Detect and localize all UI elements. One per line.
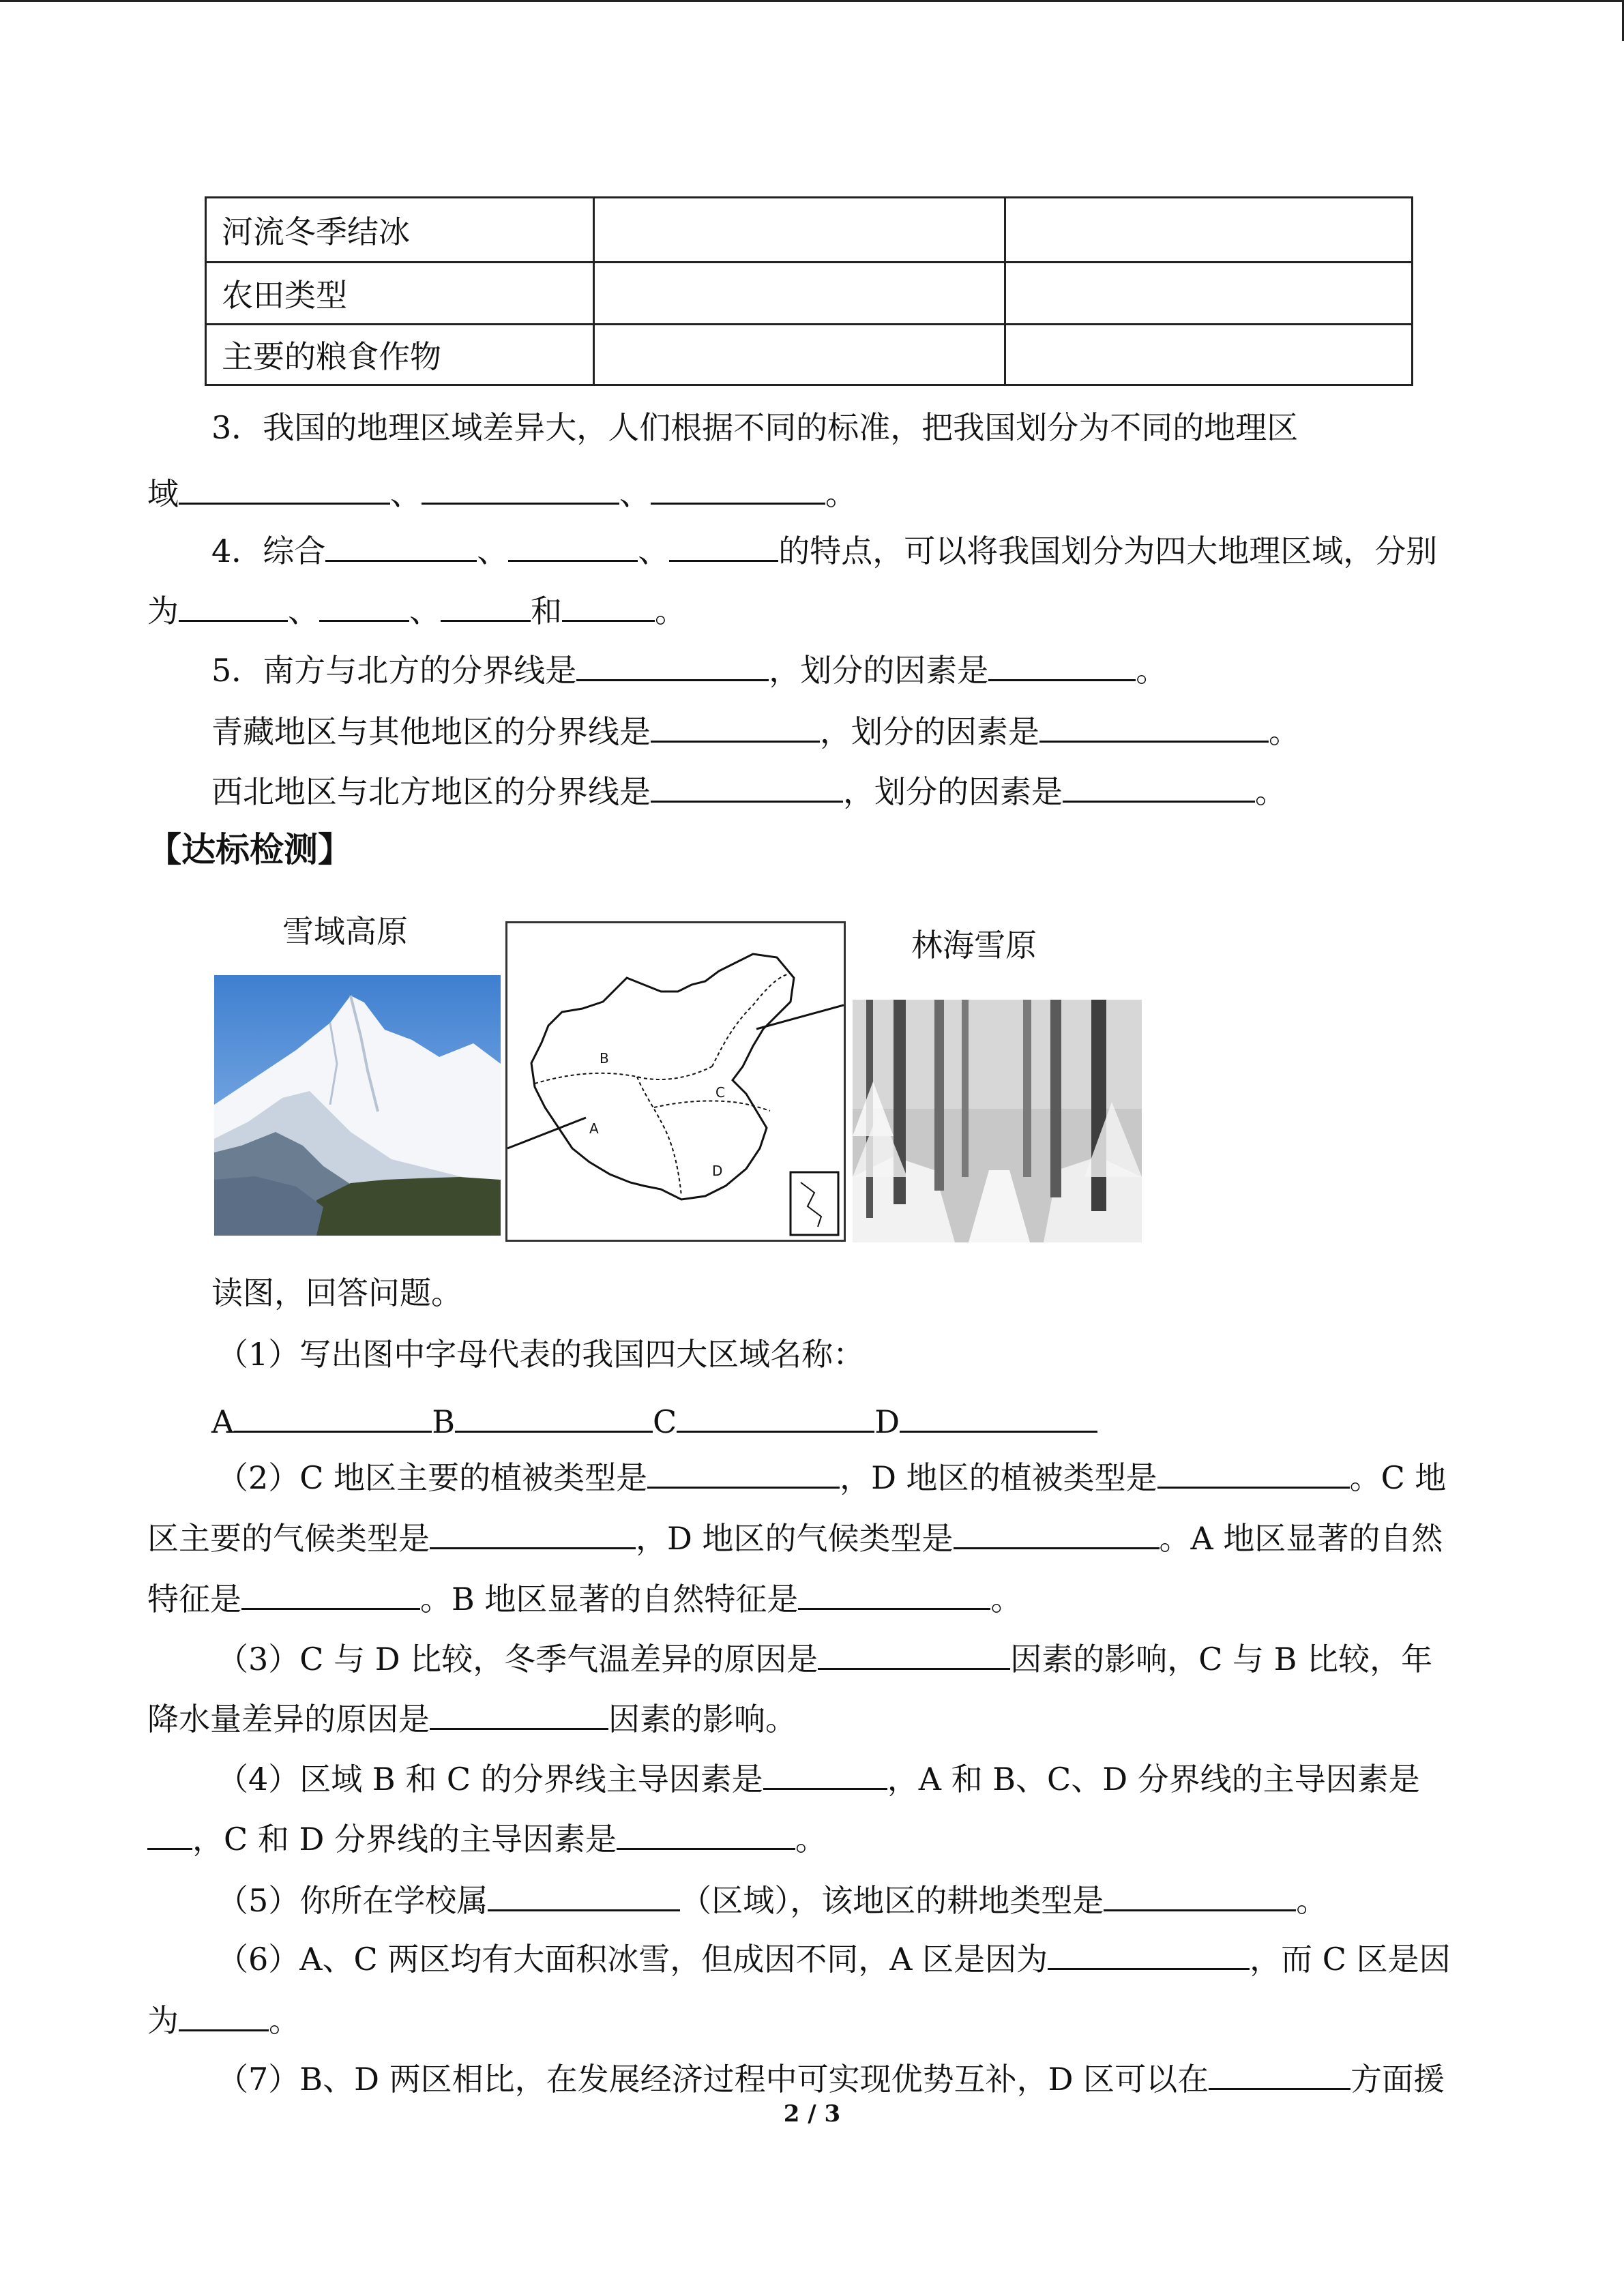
caption-forest-snowfield: 林海雪原	[911, 927, 1037, 964]
qq3-text: 因素的影响。	[608, 1701, 797, 1738]
qq1-answers	[211, 1397, 1097, 1442]
separator: 、	[409, 593, 441, 629]
qq7-text: （7）B、D 两区相比，在发展经济过程中可实现优势互补，D 区可以在	[217, 2061, 1209, 2098]
qq3-text: 降水量差异的原因是	[147, 1701, 430, 1738]
qq6-text: （6）A、C 两区均有大面积冰雪，但成因不同，A 区是因为	[217, 1941, 1048, 1978]
table-cell-blank[interactable]	[594, 263, 1005, 325]
qq3-line-2	[147, 1694, 797, 1740]
qq1-text: （1）写出图中字母代表的我国四大区域名称：	[217, 1336, 865, 1373]
letter-b: B	[432, 1403, 456, 1440]
table-row	[206, 325, 1413, 385]
answer-blank[interactable]	[988, 645, 1136, 681]
snow-mountain-photo	[214, 975, 501, 1236]
answer-blank[interactable]	[179, 468, 390, 505]
table-row-label: 农田类型	[206, 263, 594, 325]
answer-blank[interactable]	[430, 1694, 608, 1730]
intro-line	[211, 1272, 462, 1313]
table-cell-blank[interactable]	[1005, 325, 1413, 385]
china-regions-map	[505, 921, 846, 1242]
table-cell-blank[interactable]	[594, 198, 1005, 263]
q5-line-2	[211, 706, 1300, 752]
answer-blank[interactable]	[1104, 1875, 1296, 1911]
answer-blank[interactable]	[954, 1513, 1160, 1549]
answer-blank[interactable]	[1157, 1452, 1350, 1489]
qq2-text: ，D 地区的植被类型是	[840, 1459, 1157, 1496]
answer-blank[interactable]	[241, 1574, 420, 1610]
answer-blank[interactable]	[1063, 766, 1255, 803]
qq5-line	[217, 1875, 1327, 1921]
qq2-text: 。C 地	[1349, 1459, 1447, 1496]
q4-line-2	[147, 586, 686, 631]
answer-blank[interactable]	[234, 1397, 432, 1433]
qq5-text: （5）你所在学校属	[217, 1882, 488, 1919]
q4-text: 和	[531, 593, 562, 629]
q3-text: 域	[147, 475, 179, 512]
q5-text: 青藏地区与其他地区的分界线是	[211, 713, 651, 750]
page-top-border	[0, 0, 1624, 2]
q5-text: ，划分的因素是	[769, 652, 989, 689]
map-label-a: A	[589, 1120, 599, 1137]
q5-line-1	[211, 645, 1167, 691]
q3-text: 3．我国的地理区域差异大，人们根据不同的标准，把我国划分为不同的地理区	[211, 409, 1299, 446]
answer-blank[interactable]	[763, 1754, 887, 1790]
answer-blank[interactable]	[647, 1452, 840, 1489]
qq2-line-3	[147, 1574, 1022, 1620]
punctuation: 。	[1255, 773, 1286, 810]
answer-blank[interactable]	[1039, 706, 1269, 743]
separator: 、	[288, 593, 319, 629]
qq2-text: 。B 地区显著的自然特征是	[420, 1581, 799, 1617]
answer-blank[interactable]	[798, 1574, 990, 1610]
qq6-text: 为	[147, 2002, 179, 2039]
answer-blank[interactable]	[488, 1875, 680, 1911]
qq7-line	[217, 2054, 1445, 2100]
q4-text: 的特点，可以将我国划分为四大地理区域，分别	[778, 533, 1438, 569]
answer-blank[interactable]	[562, 586, 655, 622]
answer-blank[interactable]	[669, 526, 778, 562]
letter-c: C	[653, 1403, 677, 1440]
qq3-text: （3）C 与 D 比较，冬季气温差异的原因是	[217, 1641, 818, 1678]
q4-text: 为	[147, 593, 179, 629]
answer-blank[interactable]	[179, 1995, 269, 2031]
qq2-text: ，D 地区的气候类型是	[636, 1520, 954, 1557]
answer-blank[interactable]	[1048, 1934, 1250, 1970]
answer-blank[interactable]	[455, 1397, 653, 1433]
q5-text: ，划分的因素是	[820, 713, 1039, 750]
qq2-line-1	[217, 1452, 1446, 1498]
table-row-label: 主要的粮食作物	[206, 325, 594, 385]
answer-blank[interactable]	[576, 645, 769, 681]
qq4-text: （4）区域 B 和 C 的分界线主导因素是	[217, 1761, 763, 1798]
q5-text: 5．南方与北方的分界线是	[211, 652, 577, 689]
qq1-line	[217, 1334, 864, 1375]
map-label-d: D	[712, 1163, 723, 1179]
q5-line-3	[211, 766, 1286, 812]
qq5-text: （区域），该地区的耕地类型是	[680, 1882, 1104, 1919]
qq6-line-2	[147, 1995, 300, 2041]
letter-a: A	[211, 1403, 235, 1440]
answer-blank[interactable]	[651, 766, 843, 803]
punctuation: 。	[795, 1821, 827, 1858]
qq4-text: ，C 和 D 分界线的主导因素是	[192, 1821, 617, 1858]
separator: 、	[477, 533, 509, 569]
qq4-line-2	[147, 1814, 827, 1860]
table-row-label: 河流冬季结冰	[206, 198, 594, 263]
snow-forest-image	[853, 1000, 1142, 1242]
q5-text: ，划分的因素是	[843, 773, 1063, 810]
qq6-line-1	[217, 1934, 1451, 1980]
letter-d: D	[874, 1403, 900, 1440]
answer-blank[interactable]	[651, 706, 820, 743]
answer-blank[interactable]	[179, 586, 288, 622]
separator: 、	[619, 475, 651, 512]
qq3-line-1	[217, 1634, 1432, 1680]
answer-blank[interactable]	[147, 1814, 192, 1850]
punctuation: 。	[1296, 1882, 1328, 1919]
answer-blank[interactable]	[677, 1397, 874, 1433]
intro-text: 读图，回答问题。	[211, 1274, 462, 1311]
punctuation: 。	[1136, 652, 1168, 689]
table-cell-blank[interactable]	[1005, 263, 1413, 325]
answer-blank[interactable]	[422, 468, 619, 505]
answer-blank[interactable]	[319, 586, 409, 622]
q4-line-1	[211, 526, 1437, 571]
snow-forest-photo	[853, 1000, 1142, 1242]
qq2-text: （2）C 地区主要的植被类型是	[217, 1459, 648, 1496]
q4-text: 4．综合	[211, 533, 326, 569]
qq2-text: 区主要的气候类型是	[147, 1520, 430, 1557]
qq2-text: 特征是	[147, 1581, 241, 1617]
qq6-text: ，而 C 区是因	[1250, 1941, 1451, 1978]
q3-line-1	[211, 407, 1298, 448]
qq2-line-2	[147, 1513, 1443, 1559]
qq4-line-1	[217, 1754, 1420, 1800]
answer-blank[interactable]	[818, 1634, 1010, 1670]
answer-blank[interactable]	[1209, 2054, 1350, 2090]
table-cell-blank[interactable]	[1005, 198, 1413, 263]
caption-snow-plateau: 雪域高原	[282, 913, 408, 950]
section-heading: 【达标检测】	[147, 830, 352, 869]
table-row	[206, 263, 1413, 325]
map-label-c: C	[715, 1084, 725, 1101]
answer-blank[interactable]	[325, 526, 477, 562]
snow-mountain-image	[214, 975, 501, 1236]
qq3-text: 因素的影响，C 与 B 比较，年	[1010, 1641, 1433, 1678]
q5-text: 西北地区与北方地区的分界线是	[211, 773, 651, 810]
q3-line-2	[147, 468, 857, 514]
punctuation: 。	[825, 475, 857, 512]
page-number: 2 / 3	[783, 2100, 841, 2128]
qq2-text: 。A 地区显著的自然	[1159, 1520, 1443, 1557]
table-cell-blank[interactable]	[594, 325, 1005, 385]
answer-blank[interactable]	[900, 1397, 1097, 1433]
answer-blank[interactable]	[441, 586, 531, 622]
separator: 、	[390, 475, 422, 512]
punctuation: 。	[269, 2002, 300, 2039]
separator: 、	[638, 533, 670, 569]
punctuation: 。	[655, 593, 686, 629]
qq7-text: 方面援	[1350, 2061, 1445, 2098]
punctuation: 。	[1269, 713, 1300, 750]
comparison-table	[205, 196, 1413, 386]
punctuation: 。	[990, 1581, 1022, 1617]
answer-blank[interactable]	[430, 1513, 636, 1549]
table-row	[206, 198, 1413, 263]
china-map-outline	[507, 923, 844, 1240]
answer-blank[interactable]	[651, 468, 825, 505]
answer-blank[interactable]	[617, 1814, 795, 1850]
answer-blank[interactable]	[508, 526, 638, 562]
qq4-text: ，A 和 B、C、D 分界线的主导因素是	[887, 1761, 1420, 1798]
map-label-b: B	[600, 1050, 609, 1067]
